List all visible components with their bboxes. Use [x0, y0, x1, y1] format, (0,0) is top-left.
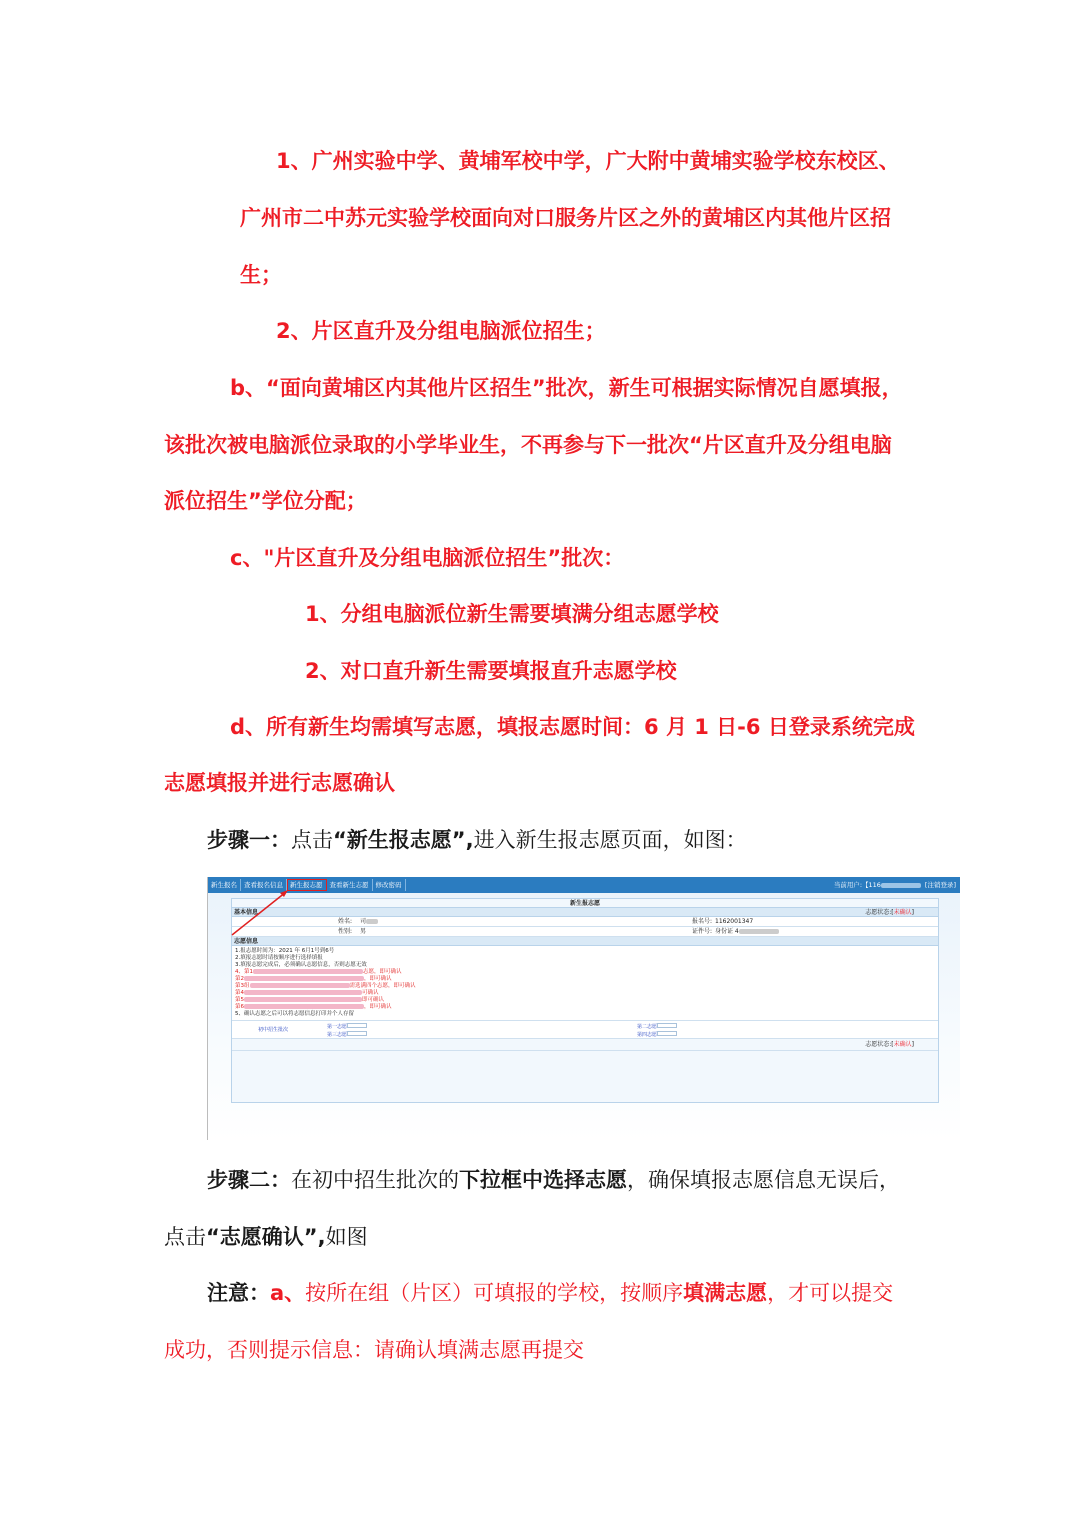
text-line-6: 该批次被电脑派位录取的小学毕业生，不再参与下一批次“片区直升及分组电脑	[164, 433, 892, 457]
embedded-screenshot	[207, 877, 960, 1140]
step-two-emphasis: 下拉框中选择志愿	[459, 1168, 627, 1192]
text-line-3: 生；	[240, 263, 282, 287]
shot-tab-view-register[interactable]: 查看报名信息	[241, 879, 287, 891]
shot-tab-password[interactable]: 修改密码	[373, 879, 406, 891]
note-text-b: ，才可以提交	[767, 1281, 894, 1305]
shot-batch-row: 初中招生批次 第一志愿 第三志愿 第二志愿 第四志愿	[232, 1021, 938, 1039]
shot-footer-status: 志愿状态:[未确认]	[865, 1041, 914, 1048]
shot-red-note: 第6 ，即可确认	[235, 1004, 392, 1010]
note-a: a、	[270, 1281, 306, 1305]
shot-wish-info-header: 志愿信息	[232, 937, 938, 946]
shot-tab-register[interactable]: 新生报名	[208, 879, 241, 891]
step-two-click: 点击	[164, 1225, 206, 1249]
step-two-label: 步骤二：	[207, 1168, 291, 1192]
shot-red-note: 第5 即可确认	[235, 997, 385, 1003]
text-line-9: 1、分组电脑派位新生需要填满分组志愿学校	[305, 602, 719, 626]
note-line	[207, 1278, 893, 1308]
annotation-arrow	[208, 877, 960, 1140]
shot-red-note: 第3组 需选满四个志愿，即可确认	[235, 983, 416, 989]
step-one-label: 步骤一：	[207, 828, 291, 852]
shot-panel-title: 新生报志愿	[232, 899, 938, 908]
shot-batch-label: 初中招生批次	[258, 1027, 289, 1033]
step-two-confirm: “志愿确认”,	[206, 1225, 326, 1249]
step-two-line	[207, 1165, 900, 1195]
shot-status: 志愿状态:[未确认]	[865, 909, 914, 916]
step-two-text-a: 在初中招生批次的	[291, 1168, 459, 1192]
shot-tab-wish[interactable]: 新生报志愿	[287, 879, 327, 891]
step-one-text-a: 点击	[291, 828, 333, 852]
shot-current-user: 当前用户:【116	[834, 881, 925, 889]
step-one-emphasis: “新生报志愿”,	[333, 828, 474, 852]
text-line-7: 派位招生”学位分配；	[164, 489, 367, 513]
text-line-8: c、"片区直升及分组电脑派位招生”批次：	[230, 546, 625, 570]
text-line-2: 广州市二中苏元实验学校面向对口服务片区之外的黄埔区内其他片区招	[240, 206, 891, 230]
shot-tab-view-wish[interactable]: 查看新生志愿	[327, 879, 373, 891]
shot-red-note: 第2 ，即可确认	[235, 976, 392, 982]
shot-row-name: 姓名: 司 报名号: 1162001347	[232, 917, 938, 927]
shot-basic-info-header: 基本信息 志愿状态:[未确认]	[232, 908, 938, 917]
text-line-4: 2、片区直升及分组电脑派位招生；	[276, 319, 606, 343]
step-two-text-b: ，确保填报志愿信息无误后，	[627, 1168, 900, 1192]
text-line-1: 1、广州实验中学、黄埔军校中学，广大附中黄埔实验学校东校区、	[276, 149, 900, 173]
step-one-text-b: 进入新生报志愿页面，如图：	[473, 828, 747, 852]
text-line-11: d、所有新生均需填写志愿，填报志愿时间：6 月 1 日-6 日登录系统完成	[230, 715, 915, 739]
step-two-as-shown: 如图	[325, 1225, 368, 1249]
note-emphasis: 填满志愿	[683, 1281, 768, 1305]
note-line-2: 成功，否则提示信息：请确认填满志愿再提交	[164, 1338, 584, 1362]
note-label: 注意：	[207, 1281, 270, 1305]
text-line-10: 2、对口直升新生需要填报直升志愿学校	[305, 659, 677, 683]
shot-logout-link[interactable]: [注销登录]	[924, 881, 956, 889]
step-two-line-2	[164, 1222, 368, 1252]
shot-red-note: 4、第1 志愿，即可确认	[235, 969, 402, 975]
text-line-5: b、“面向黄埔区内其他片区招生”批次，新生可根据实际情况自愿填报，	[230, 376, 903, 400]
shot-red-note: 第4 可确认	[235, 990, 379, 996]
step-one-line	[207, 825, 747, 855]
shot-notes: 1.报志愿时间为：2021 年 6月1号到6号 2.填报志愿时请按顺序进行选择填报 3.填报志愿完成后，必须确认志愿信息，否则志愿无效 4、第1 志愿，即可确认 第2 ，即可确认 第3组 需选满四个志愿，即可确认 第4 可确认 第5 即可确认 第6 ，即可确认 5、确认志愿之后可以将志愿信息打印并个人存留	[232, 946, 938, 1021]
shot-row-gender: 性别: 男 证件号: 身份证 4	[232, 927, 938, 937]
text-line-12: 志愿填报并进行志愿确认	[164, 771, 395, 795]
note-text-a: 按所在组（片区）可填报的学校，按顺序	[305, 1281, 684, 1305]
